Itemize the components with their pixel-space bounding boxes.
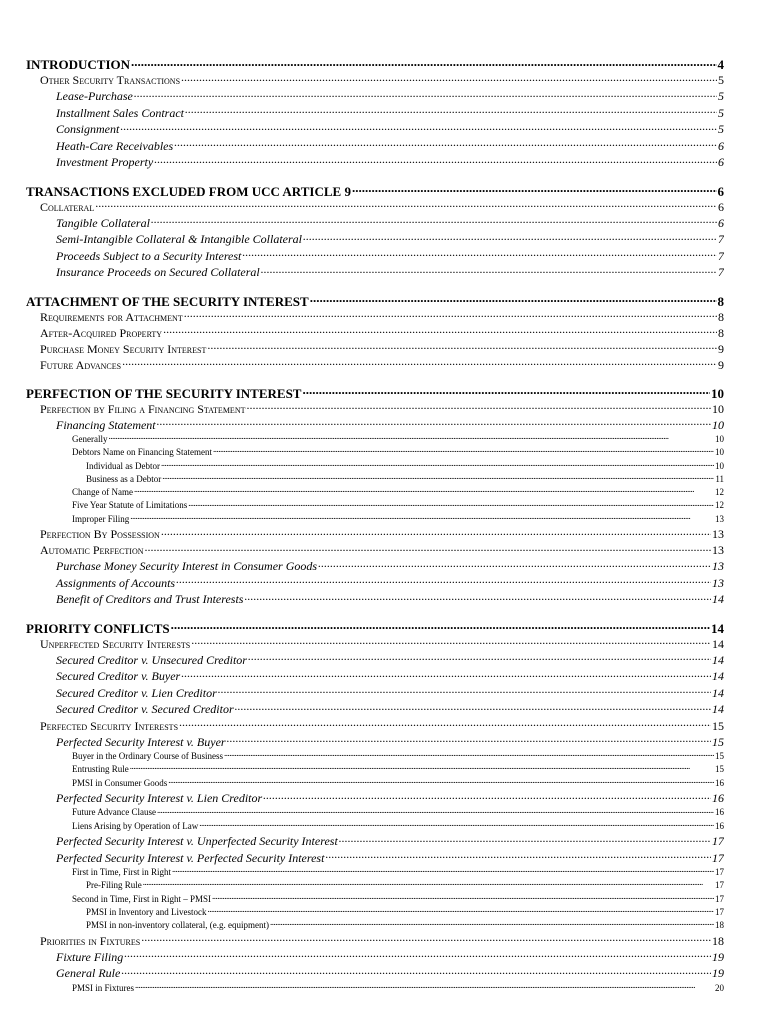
toc-entry-title: Assignments of Accounts: [56, 575, 176, 590]
dot-leader: [176, 575, 711, 587]
toc-entry-page: 17: [715, 906, 724, 917]
toc-entry-title: Future Advances: [40, 357, 122, 372]
toc-entry-level-1[interactable]: [26, 183, 724, 199]
toc-entry-page: 5: [718, 122, 724, 136]
toc-entry-level-3[interactable]: [26, 701, 724, 718]
toc-entry-level-2[interactable]: [26, 526, 724, 542]
toc-entry-level-2[interactable]: [26, 933, 724, 949]
dot-leader: [121, 965, 711, 977]
toc-entry-title: Purchase Money Security Interest: [40, 341, 207, 356]
toc-entry-level-3[interactable]: [26, 264, 724, 281]
toc-entry-page: 13: [712, 527, 724, 542]
toc-entry-level-4[interactable]: [26, 433, 724, 446]
toc-entry-page: 5: [718, 89, 724, 103]
toc-entry-level-4[interactable]: [26, 866, 724, 879]
toc-entry-page: 12: [715, 487, 724, 498]
dot-leader: [141, 933, 711, 945]
toc-entry-level-2[interactable]: [26, 718, 724, 734]
toc-entry-title: Consignment: [56, 122, 120, 136]
toc-entry-title: Requirements for Attachment: [40, 309, 183, 324]
toc-entry-page: 16: [715, 777, 724, 788]
dot-leader: [302, 385, 710, 398]
toc-entry-level-3[interactable]: [26, 88, 724, 105]
toc-entry-title: Unperfected Security Interests: [40, 636, 191, 651]
toc-entry-page: 15: [712, 734, 724, 749]
dot-leader: [157, 806, 714, 815]
dot-leader: [163, 325, 717, 337]
toc-entry-title: PMSI in Consumer Goods: [72, 777, 168, 788]
toc-entry-page: 6: [718, 138, 724, 153]
dot-leader: [162, 473, 714, 482]
toc-entry-title: Perfected Security Interest v. Buyer: [56, 734, 226, 749]
dot-leader: [270, 919, 714, 928]
toc-entry-page: 10: [712, 417, 724, 432]
toc-entry-title: Perfected Security Interest v. Perfected Security Interest: [56, 850, 325, 865]
toc-entry-level-2[interactable]: [26, 401, 724, 417]
dot-leader: [171, 620, 710, 633]
dot-leader: [179, 718, 711, 730]
dot-leader: [161, 460, 714, 469]
toc-entry-title: PMSI in Fixtures: [72, 982, 135, 993]
toc-entry-title: Installment Sales Contract: [56, 105, 184, 120]
dot-leader: [130, 513, 714, 522]
toc-entry-title: PMSI in Inventory and Livestock: [86, 906, 207, 917]
toc-entry-title: Benefit of Creditors and Trust Interests: [56, 592, 244, 607]
toc-entry-level-2[interactable]: [26, 72, 724, 88]
dot-leader: [185, 105, 717, 117]
toc-entry-level-5[interactable]: [26, 473, 724, 486]
toc-entry-page: 17: [715, 880, 724, 891]
toc-entry-page: 16: [715, 820, 724, 831]
toc-entry-level-4[interactable]: [26, 763, 724, 776]
toc-entry-title: Financing Statement: [56, 417, 156, 432]
toc-entry-page: 6: [717, 183, 724, 199]
dot-leader: [227, 734, 711, 746]
toc-entry-level-3[interactable]: [26, 121, 724, 138]
dot-leader: [157, 417, 711, 429]
toc-entry-page: 14: [712, 652, 724, 667]
toc-entry-page: 19: [712, 966, 724, 981]
toc-entry-page: 17: [712, 850, 724, 865]
toc-entry-page: 13: [712, 543, 724, 558]
toc-entry-level-4[interactable]: [26, 486, 724, 499]
toc-entry-title: Future Advance Clause: [72, 807, 156, 818]
toc-entry-level-3[interactable]: [26, 248, 724, 265]
toc-entry-page: 19: [712, 949, 724, 964]
toc-entry-title: Liens Arising by Operation of Law: [72, 820, 199, 831]
dot-leader: [191, 636, 711, 648]
toc-entry-page: 6: [718, 199, 724, 214]
dot-leader: [208, 906, 715, 915]
toc-entry-level-1[interactable]: [26, 385, 724, 401]
toc-entry-title: Tangible Collateral: [56, 215, 150, 230]
dot-leader: [143, 879, 714, 888]
toc-entry-page: 13: [712, 559, 724, 574]
toc-entry-page: 8: [717, 293, 724, 309]
toc-entry-page: 14: [712, 685, 724, 700]
toc-entry-title: Collateral: [40, 199, 95, 214]
dot-leader: [120, 121, 717, 133]
dot-leader: [261, 264, 717, 276]
toc-entry-level-2[interactable]: [26, 199, 724, 215]
toc-entry-level-3[interactable]: [26, 558, 724, 575]
toc-entry-title: Heath-Care Receivables: [56, 138, 174, 153]
dot-leader: [218, 685, 711, 697]
toc-entry-level-2[interactable]: [26, 325, 724, 341]
toc-entry-level-1[interactable]: [26, 293, 724, 309]
toc-entry-title: Perfection By Possession: [40, 527, 160, 542]
toc-entry-page: 10: [715, 460, 724, 471]
toc-entry-title: Pre-Filing Rule: [86, 880, 142, 891]
toc-entry-page: 9: [718, 357, 724, 372]
toc-entry-page: 10: [712, 401, 724, 416]
toc-entry-level-2[interactable]: [26, 341, 724, 357]
toc-entry-level-2[interactable]: [26, 309, 724, 325]
dot-leader: [161, 526, 711, 538]
toc-entry-page: 10: [715, 447, 724, 458]
dot-leader: [244, 591, 711, 603]
toc-entry-page: 14: [712, 702, 724, 717]
toc-entry-level-3[interactable]: [26, 668, 724, 685]
toc-entry-page: 7: [718, 265, 724, 279]
toc-entry-level-1[interactable]: [26, 620, 724, 636]
toc-entry-level-3[interactable]: [26, 575, 724, 592]
dot-leader: [339, 833, 711, 845]
toc-entry-title: Semi-Intangible Collateral & Intangible Collateral: [56, 232, 302, 246]
toc-entry-page: 12: [715, 500, 724, 511]
dot-leader: [134, 88, 717, 100]
table-of-contents: [26, 56, 724, 995]
toc-entry-page: 18: [715, 920, 724, 931]
toc-entry-page: 10: [715, 434, 724, 444]
toc-entry-page: 8: [718, 309, 724, 324]
toc-entry-title: Insurance Proceeds on Secured Collateral: [56, 265, 260, 279]
toc-entry-page: 4: [717, 57, 724, 72]
toc-entry-level-4[interactable]: [26, 820, 724, 833]
toc-entry-level-3[interactable]: [26, 734, 724, 751]
dot-leader: [213, 446, 714, 455]
toc-entry-page: 20: [715, 982, 724, 993]
toc-entry-page: 17: [715, 867, 724, 878]
toc-entry-title: Perfected Security Interest v. Unperfected Security Interest: [56, 834, 338, 849]
dot-leader: [134, 486, 714, 495]
toc-entry-page: 14: [711, 620, 724, 636]
toc-entry-level-5[interactable]: [26, 879, 724, 892]
toc-entry-title: TRANSACTIONS EXCLUDED FROM UCC ARTICLE 9: [26, 183, 351, 199]
toc-entry-title: Perfected Security Interests: [40, 718, 179, 733]
toc-entry-level-3[interactable]: [26, 417, 724, 434]
toc-entry-page: 10: [711, 385, 724, 401]
toc-entry-level-4[interactable]: [26, 806, 724, 819]
toc-entry-title: Fixture Filing: [56, 949, 124, 964]
dot-leader: [108, 433, 714, 442]
toc-entry-title: Perfected Security Interest v. Lien Creditor: [56, 790, 263, 805]
toc-entry-title: Secured Creditor v. Lien Creditor: [56, 685, 217, 700]
toc-entry-title: Improper Filing: [72, 513, 130, 524]
toc-entry-level-3[interactable]: [26, 591, 724, 608]
dot-leader: [95, 199, 717, 211]
toc-entry-title: PMSI in non-inventory collateral, (e.g. equipment): [86, 920, 269, 931]
dot-leader: [325, 850, 711, 862]
toc-entry-page: 5: [718, 105, 724, 120]
dot-leader: [263, 790, 711, 802]
toc-entry-level-4[interactable]: [26, 982, 724, 995]
toc-entry-page: 13: [712, 575, 724, 590]
dot-leader: [172, 866, 714, 875]
toc-entry-level-4[interactable]: [26, 513, 724, 526]
dot-leader: [145, 542, 711, 554]
toc-entry-level-3[interactable]: [26, 685, 724, 702]
toc-entry-level-3[interactable]: [26, 850, 724, 867]
toc-entry-page: 15: [715, 764, 724, 775]
dot-leader: [303, 231, 717, 243]
toc-entry-title: Buyer in the Ordinary Course of Business: [72, 751, 223, 762]
dot-leader: [122, 357, 717, 369]
dot-leader: [184, 309, 717, 321]
toc-entry-level-4[interactable]: [26, 893, 724, 906]
toc-entry-page: 8: [718, 325, 724, 340]
dot-leader: [207, 341, 717, 353]
toc-entry-title: After-Acquired Property: [40, 325, 163, 340]
toc-entry-level-3[interactable]: [26, 215, 724, 232]
toc-entry-title: Generally: [72, 434, 108, 444]
toc-entry-level-4[interactable]: [26, 750, 724, 763]
toc-entry-title: Secured Creditor v. Unsecured Creditor: [56, 652, 247, 667]
toc-entry-page: 7: [718, 248, 724, 263]
toc-entry-page: 17: [715, 893, 724, 904]
dot-leader: [135, 982, 714, 991]
dot-leader: [151, 215, 717, 227]
toc-entry-page: 18: [712, 933, 724, 948]
dot-leader: [130, 763, 714, 772]
dot-leader: [310, 293, 717, 306]
toc-entry-title: Perfection by Filing a Financing Statement: [40, 401, 246, 416]
toc-entry-level-3[interactable]: [26, 790, 724, 807]
toc-entry-level-2[interactable]: [26, 636, 724, 652]
toc-entry-level-3[interactable]: [26, 231, 724, 248]
toc-entry-level-3[interactable]: [26, 154, 724, 171]
toc-entry-page: 11: [715, 473, 724, 484]
dot-leader: [188, 499, 714, 508]
toc-entry-title: Proceeds Subject to a Security Interest: [56, 248, 242, 263]
toc-entry-title: General Rule: [56, 966, 121, 981]
dot-leader: [174, 138, 717, 150]
toc-entry-level-3[interactable]: [26, 652, 724, 669]
toc-entry-title: Business as a Debtor: [86, 473, 162, 484]
dot-leader: [168, 777, 714, 786]
toc-entry-level-5[interactable]: [26, 906, 724, 919]
toc-entry-title: Second in Time, First in Right – PMSI: [72, 893, 212, 904]
toc-entry-title: Automatic Perfection: [40, 543, 144, 558]
toc-entry-level-3[interactable]: [26, 138, 724, 155]
dot-leader: [154, 154, 717, 166]
dot-leader: [131, 56, 716, 69]
toc-entry-level-4[interactable]: [26, 777, 724, 790]
toc-entry-level-1[interactable]: [26, 56, 724, 72]
toc-entry-level-5[interactable]: [26, 919, 724, 932]
toc-entry-title: Debtors Name on Financing Statement: [72, 447, 212, 458]
toc-entry-page: 14: [712, 669, 724, 684]
dot-leader: [235, 701, 711, 713]
dot-leader: [246, 401, 711, 413]
toc-entry-title: Entrusting Rule: [72, 764, 129, 775]
toc-entry-level-4[interactable]: [26, 499, 724, 512]
dot-leader: [248, 652, 711, 664]
dot-leader: [212, 893, 714, 902]
toc-entry-level-5[interactable]: [26, 460, 724, 473]
toc-entry-title: Secured Creditor v. Buyer: [56, 669, 181, 684]
dot-leader: [352, 183, 717, 196]
dot-leader: [199, 820, 714, 829]
dot-leader: [224, 750, 714, 759]
toc-entry-title: Secured Creditor v. Secured Creditor: [56, 702, 234, 717]
toc-entry-title: Purchase Money Security Interest in Consumer Goods: [56, 559, 318, 574]
toc-entry-page: 16: [712, 790, 724, 805]
toc-entry-title: Other Security Transactions: [40, 73, 181, 87]
toc-entry-page: 7: [718, 232, 724, 246]
toc-entry-page: 5: [718, 73, 724, 87]
dot-leader: [242, 248, 717, 260]
toc-entry-title: Investment Property: [56, 155, 154, 169]
toc-entry-page: 6: [718, 215, 724, 230]
toc-entry-title: Five Year Statute of Limitations: [72, 500, 188, 511]
toc-entry-title: First in Time, First in Right: [72, 867, 172, 878]
toc-entry-page: 15: [715, 751, 724, 762]
toc-entry-page: 16: [715, 807, 724, 818]
dot-leader: [181, 668, 711, 680]
toc-entry-title: Priorities in Fixtures: [40, 933, 141, 948]
toc-entry-page: 14: [712, 636, 724, 651]
toc-entry-level-2[interactable]: [26, 357, 724, 373]
toc-entry-title: PRIORITY CONFLICTS: [26, 620, 170, 636]
toc-entry-page: 14: [712, 592, 724, 607]
toc-entry-title: INTRODUCTION: [26, 57, 131, 72]
toc-entry-level-3[interactable]: [26, 105, 724, 122]
toc-entry-level-3[interactable]: [26, 949, 724, 966]
toc-entry-title: PERFECTION OF THE SECURITY INTEREST: [26, 385, 302, 401]
toc-entry-title: Lease-Purchase: [56, 89, 133, 103]
toc-entry-page: 9: [718, 341, 724, 356]
toc-entry-level-4[interactable]: [26, 446, 724, 459]
dot-leader: [318, 558, 711, 570]
toc-entry-page: 13: [715, 513, 724, 524]
toc-entry-title: Individual as Debtor: [86, 460, 160, 471]
toc-entry-title: ATTACHMENT OF THE SECURITY INTEREST: [26, 293, 309, 309]
toc-entry-page: 6: [718, 155, 724, 169]
toc-entry-level-2[interactable]: [26, 542, 724, 558]
toc-entry-title: Change of Name: [72, 487, 133, 498]
dot-leader: [181, 72, 717, 84]
toc-entry-level-3[interactable]: [26, 965, 724, 982]
toc-entry-page: 15: [712, 718, 724, 733]
toc-entry-level-3[interactable]: [26, 833, 724, 850]
dot-leader: [124, 949, 711, 961]
toc-entry-page: 17: [712, 834, 724, 849]
